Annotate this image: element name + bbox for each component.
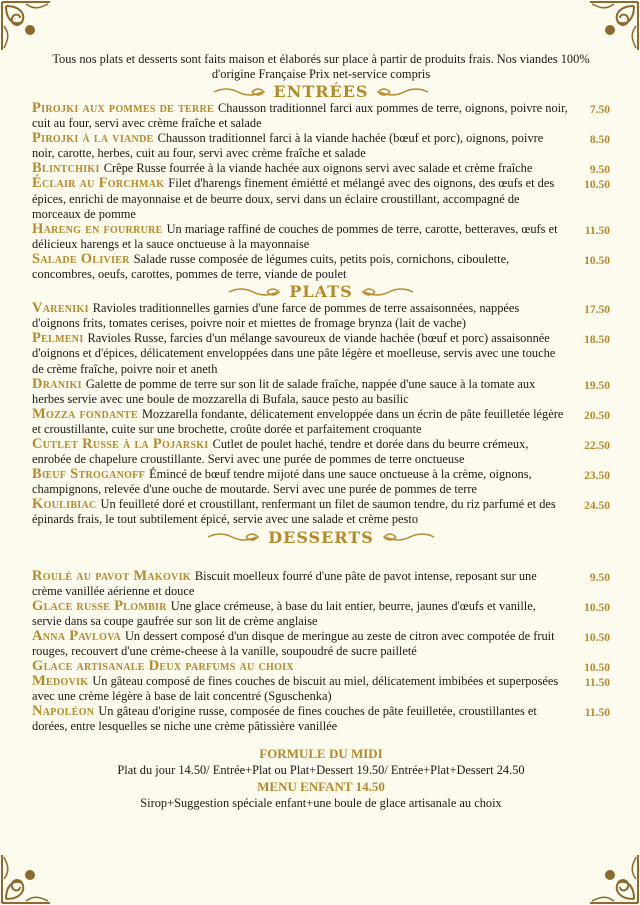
item-description: Chausson traditionnel farci aux pommes de terre, oignons, poivre noir, cuit au four, servi avec crème fraîche et salade	[32, 101, 568, 131]
item-price: 10.50	[584, 179, 610, 192]
menu-item	[32, 377, 610, 407]
item-price: 9.50	[589, 164, 610, 177]
item-price: 24.50	[584, 500, 610, 513]
item-description: Une glace crémeuse, à base du lait entier, beurre, jaunes d'œufs et vanille, servie dans sa coupe gaufrée sur son lit de crème anglaise	[32, 598, 536, 628]
item-description: Ravioles Russe, farcies d'un mélange savoureux de viande hachée (bœuf et porc) assaisonnée d'oignons et d'épices, délicatement enveloppées dans une pâte légère et moelleuse, servis avec une touche de crème fraîche, poivre noir et aneth	[32, 331, 556, 376]
menu-item	[32, 599, 610, 629]
menu-item	[32, 176, 610, 221]
desserts-list	[32, 569, 610, 735]
item-name: Glace russe Plombir	[32, 597, 167, 614]
corner-ornament-top-right	[588, 0, 640, 52]
item-name: Pelmeni	[32, 330, 84, 347]
item-price: 8.50	[589, 134, 610, 147]
flourish-left-icon	[206, 531, 262, 543]
item-price: 23.50	[584, 470, 610, 483]
section-title-text: DESSERTS	[268, 527, 374, 547]
formule-title: FORMULE DU MIDI	[259, 745, 383, 761]
item-price: 19.50	[584, 379, 610, 392]
menu-enfant-text: Sirop+Suggestion spéciale enfant+une boule de glace artisanale au choix	[140, 795, 502, 810]
item-price: 17.50	[584, 304, 610, 317]
corner-ornament-top-left	[0, 0, 52, 52]
item-description: Salade russe composée de légumes cuits, petits pois, cornichons, ciboulette, concombres, oeufs, carottes, pommes de terre, viande de poulet	[32, 251, 510, 282]
flourish-right-icon	[374, 86, 430, 98]
item-name: Mozza fondante	[32, 405, 138, 422]
item-description: Émincé de bœuf tendre mijoté dans une sauce onctueuse à la crème, oignons, champignons, relevée d'une ouche de moutarde. Servi avec une purée de pommes de terre	[32, 467, 532, 497]
menu-item	[32, 629, 610, 659]
item-name: Pirojki à la viande	[32, 130, 154, 147]
plats-list	[32, 301, 610, 527]
item-price: 11.50	[584, 677, 610, 690]
menu-item	[32, 497, 610, 527]
item-description: Un gâteau d'origine russe, composée de fines couches de pâte feuilletée, croustillantes et dorées, entre lesquelles se niche une crème pâtissière vanillée	[32, 704, 537, 734]
item-name: Anna Pavlova	[32, 627, 121, 644]
item-name: Hareng en fourrure	[32, 220, 163, 237]
menu-item	[32, 407, 610, 437]
menu-item	[32, 437, 610, 467]
menu-item	[32, 131, 610, 161]
flourish-right-icon	[359, 286, 415, 298]
section-title-plats	[32, 283, 610, 300]
formule-du-midi	[32, 745, 610, 811]
item-price: 11.50	[584, 224, 610, 237]
item-name: Medovik	[32, 673, 89, 690]
item-price: 7.50	[589, 104, 610, 116]
item-price: 18.50	[584, 334, 610, 347]
corner-ornament-bottom-right	[588, 853, 640, 905]
section-title-text: PLATS	[289, 282, 353, 302]
menu-content	[32, 52, 610, 811]
menu-item	[32, 252, 610, 282]
corner-ornament-bottom-left	[0, 853, 52, 905]
item-name: Éclair au Forchmak	[32, 175, 165, 192]
item-description: Biscuit moelleux fourré d'une pâte de pavot intense, reposant sur une crème vanillée aérienne et douce	[32, 568, 537, 598]
item-price: 10.50	[584, 254, 610, 267]
item-description: Galette de pomme de terre sur son lit de salade fraîche, nappée d'une sauce à la tomate aux herbes servie avec une boule de mozzarella di Bufala, sauce pesto au basilic	[32, 376, 536, 406]
item-name: Roulé au pavot Makovik	[32, 567, 191, 584]
section-title-desserts	[32, 529, 610, 546]
item-price: 22.50	[584, 439, 610, 452]
menu-item	[32, 659, 610, 674]
item-description: Ravioles traditionnelles garnies d'une farce de pommes de terre assaisonnées, nappées d'oignons frits, tomates cerises, poivre noir et miettes de fromage brynza (lait de vache)	[32, 301, 520, 331]
item-price: 10.50	[584, 601, 610, 614]
section-title-text: ENTRÉES	[273, 82, 369, 101]
item-price: 20.50	[584, 409, 610, 422]
item-name: Glace artisanale Deux parfums au choix	[32, 658, 294, 675]
menu-item	[32, 331, 610, 376]
item-name: Cutlet Russe à la Pojarski	[32, 435, 209, 452]
item-description: Chausson traditionnel farci à la viande hachée (bœuf et porc), oignons, poivre noir, carotte, herbes, cuit au four, servi avec crème fraîche et salade	[32, 131, 544, 161]
item-description: Mozzarella fondante, délicatement enveloppée dans un écrin de pâte feuilletée légère et croustillante, cuite sur une brochette, croûte dorée et parfaitement croquante	[32, 406, 564, 436]
menu-item	[32, 101, 610, 131]
intro-text: Tous nos plats et desserts sont faits maison et élaborés sur place à partir de produits frais. Nos viandes 100% d'origine Française Prix net-service compris	[52, 52, 590, 81]
item-name: Vareniki	[32, 300, 89, 317]
flourish-left-icon	[227, 286, 283, 298]
menu-item	[32, 674, 610, 704]
item-description: Un feuilleté doré et croustillant, renfermant un filet de saumon tendre, du riz parfumé et des épinards frais, le tout subtilement épicé, servie avec une salade et crème pesto	[32, 497, 556, 527]
entrees-list	[32, 101, 610, 282]
menu-item	[32, 467, 610, 497]
section-title-entrees	[32, 83, 610, 100]
item-description: Un gâteau composé de fines couches de biscuit au miel, délicatement imbibées et superposées avec une crème légère à base de lait concentré (Sguschenka)	[32, 674, 559, 704]
menu-item	[32, 222, 610, 252]
item-name: Koulibiac	[32, 496, 97, 513]
menu-item	[32, 301, 610, 331]
item-description: Cutlet de poulet haché, tendre et dorée dans du beurre crémeux, enrobée de chapelure croustillante. Servi avec une purée de pommes de terre onctueuse	[32, 436, 529, 467]
item-name: Napoléon	[32, 703, 95, 720]
menu-enfant-title: MENU ENFANT 14.50	[257, 778, 385, 794]
item-name: Salade Olivier	[32, 250, 130, 267]
item-description: Filet d'harengs finement émiétté et mélangé avec des oignons, des œufs et des épices, enrichi de mayonnaise et de beurre doux, servi dans un éclaire croustillant, accompagné de morceaux de pomme	[32, 176, 555, 221]
item-price: 11.50	[584, 707, 610, 720]
item-name: Bœuf Stroganoff	[32, 466, 146, 483]
item-price: 10.50	[584, 631, 610, 644]
item-name: Pirojki aux pommes de terre	[32, 100, 215, 116]
item-price: 9.50	[589, 571, 610, 584]
item-name: Draniki	[32, 375, 82, 392]
item-description: Un dessert composé d'un disque de meringue au zeste de citron avec compotée de fruit rouges, recouvert d'une crème-cheese à la vanille, soupoudré de sucre pailleté	[32, 628, 555, 658]
item-description: Crêpe Russe fourrée à la viande hachée aux oignons servi avec salade et crème fraîche	[103, 161, 533, 176]
item-name: Blintchiki	[32, 160, 100, 177]
formule-text: Plat du jour 14.50/ Entrée+Plat ou Plat+Dessert 19.50/ Entrée+Plat+Dessert 24.50	[117, 762, 525, 777]
menu-item	[32, 704, 610, 734]
menu-item	[32, 569, 610, 599]
flourish-right-icon	[380, 531, 436, 543]
flourish-left-icon	[212, 86, 268, 98]
item-price: 10.50	[584, 662, 610, 675]
item-description: Un mariage raffiné de couches de pommes de terre, carotte, betteraves, œufs et délicieux harengs et la sauce onctueuse à la mayonnaise	[32, 221, 558, 251]
